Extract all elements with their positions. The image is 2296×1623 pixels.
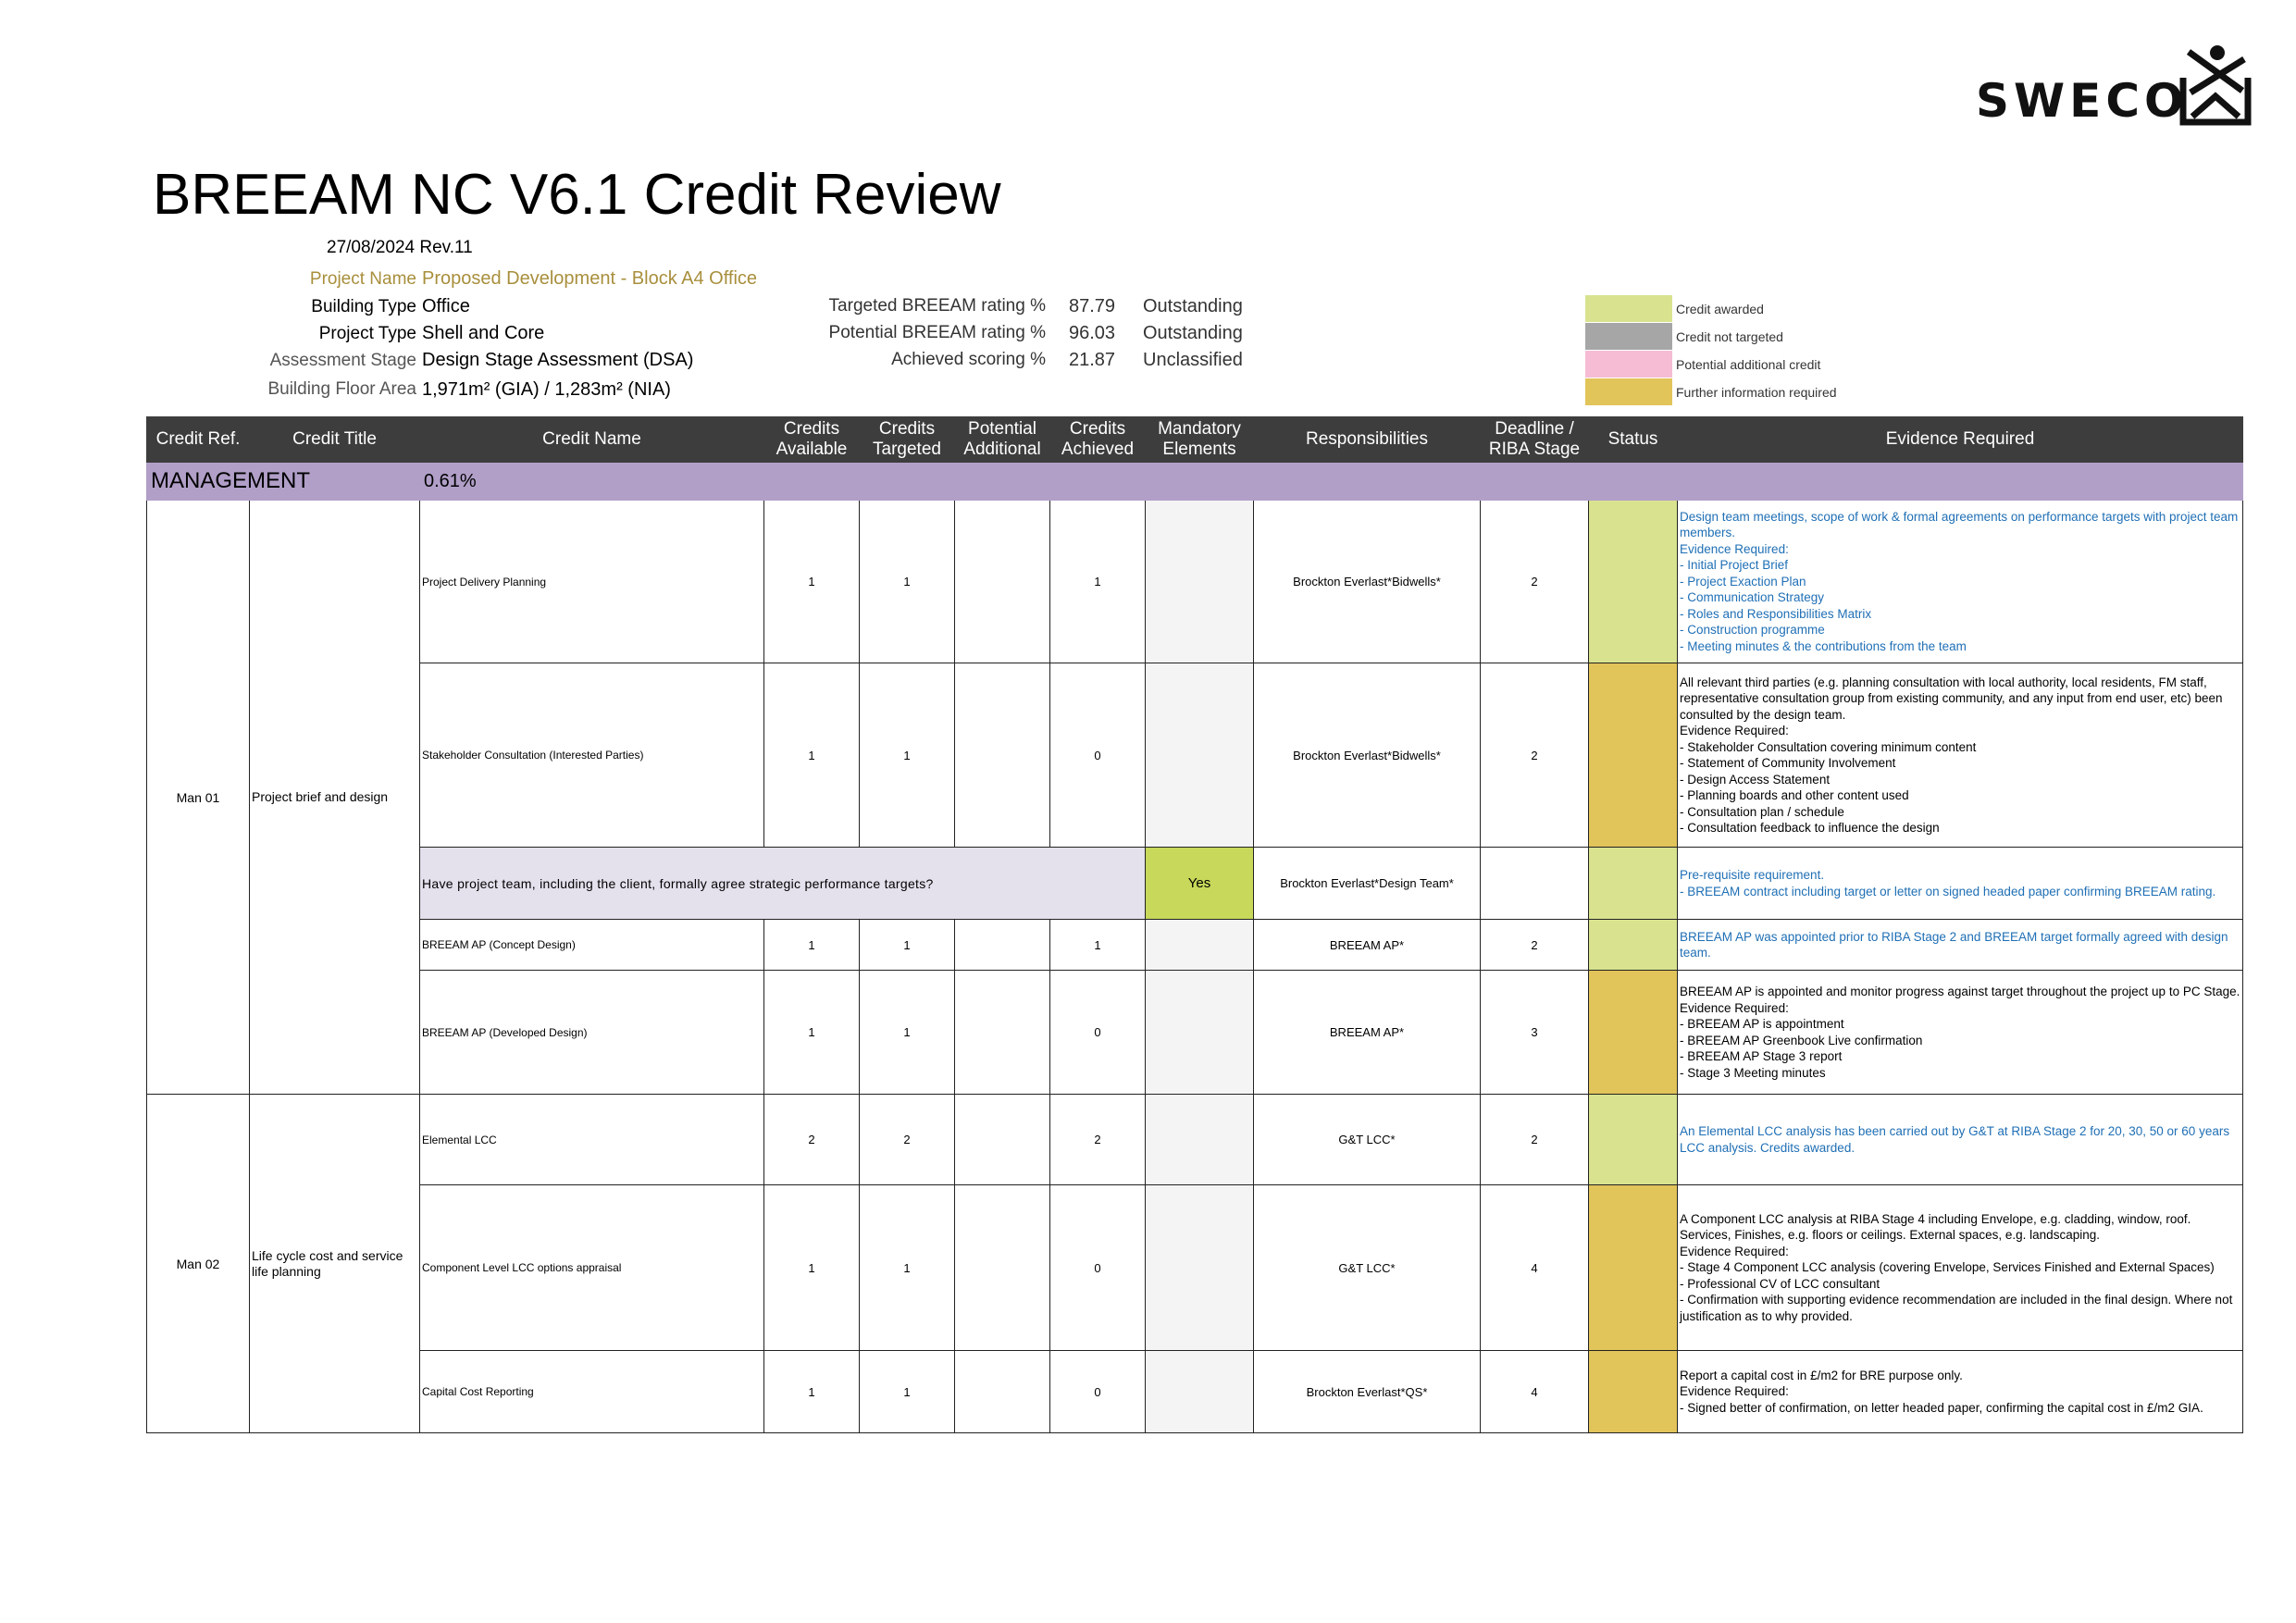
responsibilities: Brockton Everlast*QS* xyxy=(1254,1351,1481,1433)
potential-additional xyxy=(955,663,1050,848)
responsibilities: BREEAM AP* xyxy=(1254,971,1481,1095)
responsibilities: G&T LCC* xyxy=(1254,1095,1481,1185)
responsibilities: Brockton Everlast*Design Team* xyxy=(1254,848,1481,920)
assessment-stage-label: Assessment Stage xyxy=(269,351,416,370)
credit-review-table xyxy=(146,416,2243,1433)
status-indicator xyxy=(1589,501,1678,663)
responsibilities: BREEAM AP* xyxy=(1254,920,1481,971)
legend-label: Credit awarded xyxy=(1676,302,1764,316)
table-row xyxy=(147,848,2243,920)
logo-text: SWECO xyxy=(1976,74,2189,128)
credits-available: 1 xyxy=(764,663,860,848)
project-type-value: Shell and Core xyxy=(422,323,545,343)
mandatory-value: Yes xyxy=(1146,848,1254,920)
credits-achieved: 1 xyxy=(1050,501,1146,663)
potential-rating-value: 96.03 xyxy=(1069,323,1116,343)
project-name-label: Project Name xyxy=(309,269,416,289)
sweco-figure-icon xyxy=(2178,44,2252,126)
mandatory-elements xyxy=(1146,1095,1254,1185)
credit-name: Stakeholder Consultation (Interested Parties) xyxy=(420,663,764,848)
table-row xyxy=(147,1185,2243,1351)
legend-label: Further information required xyxy=(1676,385,1837,400)
legend-label: Credit not targeted xyxy=(1676,329,1783,344)
building-type-label: Building Type xyxy=(311,297,416,316)
column-header: Mandatory Elements xyxy=(1146,417,1254,463)
credits-available: 1 xyxy=(764,1185,860,1351)
deadline-stage: 2 xyxy=(1481,1095,1589,1185)
table-header-row xyxy=(147,417,2243,463)
legend-label: Potential additional credit xyxy=(1676,357,1821,372)
status-indicator xyxy=(1589,971,1678,1095)
evidence-required: Pre-requisite requirement. - BREEAM contract including target or letter on signed headed paper confirming BREEAM rating. xyxy=(1678,848,2243,920)
section-percent: 0.61% xyxy=(420,463,2243,501)
potential-additional xyxy=(955,1185,1050,1351)
project-type-label: Project Type xyxy=(318,324,416,343)
credit-name: Component Level LCC options appraisal xyxy=(420,1185,764,1351)
credit-name: Elemental LCC xyxy=(420,1095,764,1185)
credits-targeted: 1 xyxy=(860,1185,955,1351)
evidence-required: All relevant third parties (e.g. planning consultation with local authority, local residents, FM staff, representative consultation group from existing community, and any input from end user, etc) been consulted by the design team. Evidence Required: - Stakeholder Consultation covering minimum content - Statement of Community Involvement - Design Access Statement - Planning boards and other content used - Consultation plan / schedule - Consultation feedback to influence the design xyxy=(1678,663,2243,848)
credit-title: Life cycle cost and service life planning xyxy=(250,1095,420,1433)
legend-swatch xyxy=(1585,323,1672,350)
legend-swatch xyxy=(1585,378,1672,405)
credits-achieved: 0 xyxy=(1050,1185,1146,1351)
credit-ref: Man 01 xyxy=(147,501,250,1095)
credits-achieved: 1 xyxy=(1050,920,1146,971)
credit-name: Project Delivery Planning xyxy=(420,501,764,663)
potential-rating-class: Outstanding xyxy=(1143,323,1243,343)
credit-ref: Man 02 xyxy=(147,1095,250,1433)
credits-available: 1 xyxy=(764,501,860,663)
table-row xyxy=(147,1095,2243,1185)
evidence-required: A Component LCC analysis at RIBA Stage 4 including Envelope, e.g. cladding, window, roof. Services, Finishes, e.g. floors or ceilings. External spaces, e.g. landscaping. Evidence Required: - Stage 4 Component LCC analysis (covering Envelope, Services Finished and External Spaces) - Professional CV of LCC consultant - Confirmation with supporting evidence recommendation are included in the final design. Where not justification as to why provided. xyxy=(1678,1185,2243,1351)
deadline-stage: 2 xyxy=(1481,920,1589,971)
potential-additional xyxy=(955,971,1050,1095)
section-name: MANAGEMENT xyxy=(147,463,420,501)
status-indicator xyxy=(1589,848,1678,920)
status-indicator xyxy=(1589,1095,1678,1185)
responsibilities: Brockton Everlast*Bidwells* xyxy=(1254,501,1481,663)
building-type-value: Office xyxy=(422,296,470,316)
evidence-required: BREEAM AP was appointed prior to RIBA Stage 2 and BREEAM target formally agreed with design team. xyxy=(1678,920,2243,971)
credits-achieved: 0 xyxy=(1050,663,1146,848)
column-header: Credits Targeted xyxy=(860,417,955,463)
potential-additional xyxy=(955,1095,1050,1185)
revision-date: 27/08/2024 Rev.11 xyxy=(327,238,473,257)
column-header: Status xyxy=(1589,417,1678,463)
targeted-rating-class: Outstanding xyxy=(1143,296,1243,316)
status-indicator xyxy=(1589,663,1678,848)
mandatory-elements xyxy=(1146,1351,1254,1433)
evidence-required: Design team meetings, scope of work & formal agreements on performance targets with project team members. Evidence Required: - Initial Project Brief - Project Exaction Plan - Communication Strategy - Roles and Responsibilities Matrix - Construction programme - Meeting minutes & the contributions from the team xyxy=(1678,501,2243,663)
achieved-score-label: Achieved scoring % xyxy=(891,350,1046,369)
targeted-rating-label: Targeted BREEAM rating % xyxy=(828,296,1046,316)
column-header: Potential Additional xyxy=(955,417,1050,463)
column-header: Credit Name xyxy=(420,417,764,463)
mandatory-elements xyxy=(1146,663,1254,848)
credits-targeted: 1 xyxy=(860,1351,955,1433)
targeted-rating-value: 87.79 xyxy=(1069,296,1116,316)
credit-name: BREEAM AP (Concept Design) xyxy=(420,920,764,971)
credits-targeted: 1 xyxy=(860,501,955,663)
status-indicator xyxy=(1589,920,1678,971)
credit-name: BREEAM AP (Developed Design) xyxy=(420,971,764,1095)
potential-additional xyxy=(955,1351,1050,1433)
potential-additional xyxy=(955,501,1050,663)
prerequisite-question: Have project team, including the client, formally agree strategic performance targets? xyxy=(420,848,1146,920)
status-indicator xyxy=(1589,1351,1678,1433)
table-row xyxy=(147,663,2243,848)
deadline-stage: 2 xyxy=(1481,501,1589,663)
column-header: Credit Title xyxy=(250,417,420,463)
mandatory-elements xyxy=(1146,501,1254,663)
deadline-stage xyxy=(1481,848,1589,920)
section-row xyxy=(147,463,2243,501)
credit-title: Project brief and design xyxy=(250,501,420,1095)
credits-available: 1 xyxy=(764,971,860,1095)
deadline-stage: 3 xyxy=(1481,971,1589,1095)
table-row xyxy=(147,501,2243,663)
assessment-stage-value: Design Stage Assessment (DSA) xyxy=(422,350,694,370)
page-title: BREEAM NC V6.1 Credit Review xyxy=(153,163,1001,227)
floor-area-value: 1,971m² (GIA) / 1,283m² (NIA) xyxy=(422,379,671,400)
deadline-stage: 4 xyxy=(1481,1351,1589,1433)
achieved-score-class: Unclassified xyxy=(1143,350,1243,370)
table-row xyxy=(147,920,2243,971)
floor-area-label: Building Floor Area xyxy=(267,379,416,399)
legend-swatch xyxy=(1585,295,1672,322)
column-header: Credits Achieved xyxy=(1050,417,1146,463)
deadline-stage: 4 xyxy=(1481,1185,1589,1351)
credits-targeted: 1 xyxy=(860,663,955,848)
project-name-value: Proposed Development - Block A4 Office xyxy=(422,268,758,289)
column-header: Credit Ref. xyxy=(147,417,250,463)
sweco-logo xyxy=(1976,44,2253,130)
mandatory-elements xyxy=(1146,971,1254,1095)
credits-available: 1 xyxy=(764,1351,860,1433)
credits-targeted: 2 xyxy=(860,1095,955,1185)
responsibilities: G&T LCC* xyxy=(1254,1185,1481,1351)
credits-available: 1 xyxy=(764,920,860,971)
credits-achieved: 0 xyxy=(1050,1351,1146,1433)
evidence-required: BREEAM AP is appointed and monitor progress against target throughout the project up to PC Stage. Evidence Required: - BREEAM AP is appointment - BREEAM AP Greenbook Live confirmation - BREEAM AP Stage 3 report - Stage 3 Meeting minutes xyxy=(1678,971,2243,1095)
legend-swatch xyxy=(1585,351,1672,378)
responsibilities: Brockton Everlast*Bidwells* xyxy=(1254,663,1481,848)
credits-targeted: 1 xyxy=(860,971,955,1095)
credits-achieved: 2 xyxy=(1050,1095,1146,1185)
potential-additional xyxy=(955,920,1050,971)
column-header: Deadline / RIBA Stage xyxy=(1481,417,1589,463)
status-indicator xyxy=(1589,1185,1678,1351)
credits-available: 2 xyxy=(764,1095,860,1185)
table-row xyxy=(147,1351,2243,1433)
mandatory-elements xyxy=(1146,920,1254,971)
column-header: Responsibilities xyxy=(1254,417,1481,463)
table-row xyxy=(147,971,2243,1095)
column-header: Evidence Required xyxy=(1678,417,2243,463)
achieved-score-value: 21.87 xyxy=(1069,350,1116,370)
column-header: Credits Available xyxy=(764,417,860,463)
credit-name: Capital Cost Reporting xyxy=(420,1351,764,1433)
mandatory-elements xyxy=(1146,1185,1254,1351)
potential-rating-label: Potential BREEAM rating % xyxy=(828,323,1046,342)
evidence-required: Report a capital cost in £/m2 for BRE purpose only. Evidence Required: - Signed better of confirmation, on letter headed paper, confirming the capital cost in £/m2 GIA. xyxy=(1678,1351,2243,1433)
credits-achieved: 0 xyxy=(1050,971,1146,1095)
credits-targeted: 1 xyxy=(860,920,955,971)
deadline-stage: 2 xyxy=(1481,663,1589,848)
evidence-required: An Elemental LCC analysis has been carried out by G&T at RIBA Stage 2 for 20, 30, 50 or 60 years LCC analysis. Credits awarded. xyxy=(1678,1095,2243,1185)
